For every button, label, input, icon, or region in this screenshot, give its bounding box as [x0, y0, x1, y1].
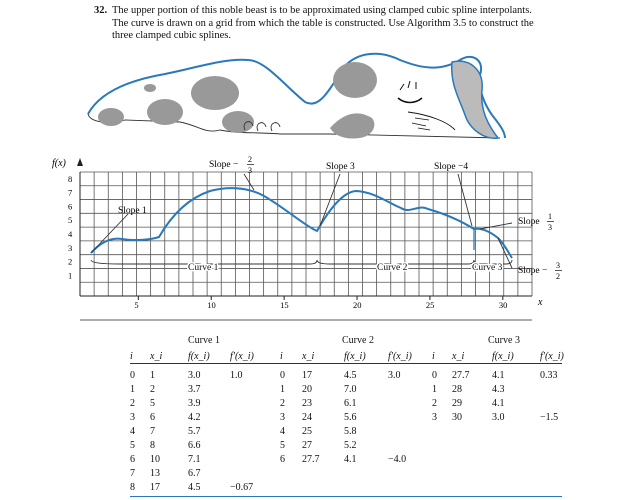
curve1-cell-r5-c2: 6.6 — [188, 440, 201, 451]
curve2-cell-r0-c2: 4.5 — [344, 370, 357, 381]
x-tick-labels — [134, 296, 507, 310]
curve2-cell-r1-c0: 1 — [280, 384, 285, 395]
curve1-cell-r3-c1: 6 — [150, 412, 155, 423]
curve3-cell-r1-c0: 1 — [432, 384, 437, 395]
y-tick-label: 1 — [68, 270, 73, 281]
curve1-cell-r8-c0: 8 — [130, 482, 135, 493]
curve2-cell-r6-c1: 27.7 — [302, 454, 320, 465]
curve1-cell-r1-c0: 1 — [130, 384, 135, 395]
curve2-cell-r5-c1: 27 — [302, 440, 312, 451]
svg-text:3: 3 — [556, 261, 560, 270]
curve1-cell-r0-c1: 1 — [150, 370, 155, 381]
curve-braces — [91, 260, 512, 268]
svg-text:1: 1 — [548, 212, 552, 221]
curve1-cell-r6-c1: 10 — [150, 454, 160, 465]
curve2-cell-r0-c0: 0 — [280, 370, 285, 381]
y-tick-label: 7 — [68, 187, 73, 198]
curve-2-title: Curve 2 — [342, 335, 374, 346]
curve3-cell-r3-c1: 30 — [452, 412, 462, 423]
curve2-header-3: f′(x_i) — [388, 351, 412, 362]
curve2-cell-r4-c2: 5.8 — [344, 426, 357, 437]
curve2-cell-r4-c0: 4 — [280, 426, 285, 437]
problem-line-3: three clamped cubic splines. — [112, 30, 231, 41]
y-axis-label: f(x) — [52, 158, 66, 169]
plot-grid — [80, 172, 532, 296]
curve3-cell-r2-c1: 29 — [452, 398, 462, 409]
curve1-cell-r7-c0: 7 — [130, 468, 135, 479]
table-header-rule — [130, 363, 562, 364]
curve2-cell-r4-c1: 25 — [302, 426, 312, 437]
curve1-cell-r8-c2: 4.5 — [188, 482, 201, 493]
dog-body-outline — [88, 54, 505, 138]
curve1-cell-r2-c1: 5 — [150, 398, 155, 409]
curve1-cell-r2-c0: 2 — [130, 398, 135, 409]
curve3-cell-r0-c3: 0.33 — [540, 370, 558, 381]
curve1-cell-r5-c0: 5 — [130, 440, 135, 451]
slope-neg3-2-label: Slope − — [518, 266, 548, 276]
curve3-header-0: i — [432, 351, 435, 362]
curve1-cell-r6-c2: 7.1 — [188, 454, 201, 465]
curve1-cell-r4-c0: 4 — [130, 426, 135, 437]
curve1-cell-r1-c1: 2 — [150, 384, 155, 395]
curve1-cell-r0-c0: 0 — [130, 370, 135, 381]
curve1-cell-r0-c2: 3.0 — [188, 370, 201, 381]
table-bottom-rule — [130, 496, 562, 497]
problem-line-1: The upper portion of this noble beast is to be approximated using clamped cubic spline interpolants. — [112, 5, 532, 16]
y-tick-label: 6 — [68, 201, 73, 212]
curve-3-label: Curve 3 — [472, 263, 503, 273]
x-tick-label: 15 — [280, 300, 289, 310]
curve2-cell-r0-c3: 3.0 — [388, 370, 401, 381]
curve1-cell-r6-c0: 6 — [130, 454, 135, 465]
curve2-cell-r6-c3: −4.0 — [388, 454, 407, 465]
curve2-cell-r2-c1: 23 — [302, 398, 312, 409]
y-tick-label: 5 — [68, 215, 73, 226]
curve1-cell-r2-c2: 3.9 — [188, 398, 201, 409]
curve2-cell-r1-c1: 20 — [302, 384, 312, 395]
curve1-cell-r3-c0: 3 — [130, 412, 135, 423]
x-tick-label: 25 — [425, 300, 435, 310]
curve2-cell-r2-c0: 2 — [280, 398, 285, 409]
curve2-header-1: x_i — [302, 351, 315, 362]
dog-spot — [98, 108, 124, 126]
curve-1-title: Curve 1 — [188, 335, 220, 346]
curve2-cell-r0-c1: 17 — [302, 370, 312, 381]
curve2-header-2: f(x_i) — [344, 351, 366, 362]
y-axis-arrow — [77, 158, 83, 166]
y-tick-label: 8 — [68, 173, 73, 184]
curve3-header-1: x_i — [452, 351, 465, 362]
curve2-cell-r3-c2: 5.6 — [344, 412, 357, 423]
curve3-cell-r1-c1: 28 — [452, 384, 462, 395]
dog-illustration — [88, 54, 505, 139]
curve1-cell-r4-c2: 5.7 — [188, 426, 201, 437]
curve2-cell-r1-c2: 7.0 — [344, 384, 357, 395]
curve1-cell-r8-c3: −0.67 — [230, 482, 254, 493]
slope-1-3-label: Slope — [518, 217, 540, 227]
curve3-cell-r2-c2: 4.1 — [492, 398, 505, 409]
curve1-cell-r0-c3: 1.0 — [230, 370, 243, 381]
slope-1-label: Slope 1 — [118, 206, 147, 216]
curve3-header-2: f(x_i) — [492, 351, 514, 362]
curve3-cell-r3-c3: −1.5 — [540, 412, 559, 423]
curve3-cell-r3-c0: 3 — [432, 412, 437, 423]
x-tick-label: 10 — [207, 300, 216, 310]
curve1-header-2: f(x_i) — [188, 351, 210, 362]
svg-text:3: 3 — [548, 223, 552, 232]
curve3-cell-r2-c0: 2 — [432, 398, 437, 409]
curve3-header-3: f′(x_i) — [540, 351, 564, 362]
curve-2-label: Curve 2 — [377, 263, 408, 273]
curve1-header-3: f′(x_i) — [230, 351, 254, 362]
dog-eye — [398, 98, 422, 103]
curve2-cell-r5-c2: 5.2 — [344, 440, 357, 451]
curve2-cell-r6-c2: 4.1 — [344, 454, 357, 465]
slope-3-label: Slope 3 — [326, 162, 355, 172]
svg-text:2: 2 — [556, 272, 560, 281]
curve1-cell-r7-c2: 6.7 — [188, 468, 201, 479]
curve1-cell-r1-c2: 3.7 — [188, 384, 201, 395]
curve3-cell-r3-c2: 3.0 — [492, 412, 505, 423]
curve1-cell-r7-c1: 13 — [150, 468, 160, 479]
problem-line-2: The curve is drawn on a grid from which the table is constructed. Use Algorithm 3.5 to construct the — [112, 17, 534, 29]
x-tick-label: 5 — [134, 300, 139, 310]
x-axis-label: x — [538, 297, 543, 308]
curve1-cell-r3-c2: 4.2 — [188, 412, 201, 423]
y-tick-label: 3 — [68, 242, 73, 253]
svg-text:2: 2 — [248, 155, 252, 164]
curve3-cell-r0-c2: 4.1 — [492, 370, 505, 381]
curve1-cell-r5-c1: 8 — [150, 440, 155, 451]
curve3-cell-r0-c0: 0 — [432, 370, 437, 381]
curve2-cell-r5-c0: 5 — [280, 440, 285, 451]
y-tick-labels — [68, 174, 73, 280]
curve-3-title: Curve 3 — [488, 335, 520, 346]
curve3-cell-r1-c2: 4.3 — [492, 384, 505, 395]
curve1-header-1: x_i — [150, 351, 163, 362]
curve1-cell-r4-c1: 7 — [150, 426, 155, 437]
slope-neg2-3-label: Slope − — [209, 160, 239, 170]
y-tick-label: 4 — [68, 229, 73, 239]
curve2-cell-r3-c0: 3 — [280, 412, 285, 423]
x-tick-label: 20 — [353, 300, 362, 310]
curve2-cell-r3-c1: 24 — [302, 412, 312, 423]
curve3-cell-r0-c1: 27.7 — [452, 370, 470, 381]
problem-number: 32. — [94, 5, 108, 16]
spline-curve — [91, 188, 512, 258]
y-tick-label: 2 — [68, 256, 73, 267]
svg-text:3: 3 — [248, 166, 252, 175]
curve2-cell-r6-c0: 6 — [280, 454, 285, 465]
x-tick-label: 30 — [498, 300, 508, 310]
curve1-header-0: i — [130, 351, 133, 362]
curve-1-label: Curve 1 — [188, 263, 219, 273]
slope-neg4-label: Slope −4 — [434, 162, 469, 172]
curve2-header-0: i — [280, 351, 283, 362]
curve1-cell-r8-c1: 17 — [150, 482, 160, 493]
curve2-cell-r2-c2: 6.1 — [344, 398, 357, 409]
dog-ear — [452, 61, 498, 138]
